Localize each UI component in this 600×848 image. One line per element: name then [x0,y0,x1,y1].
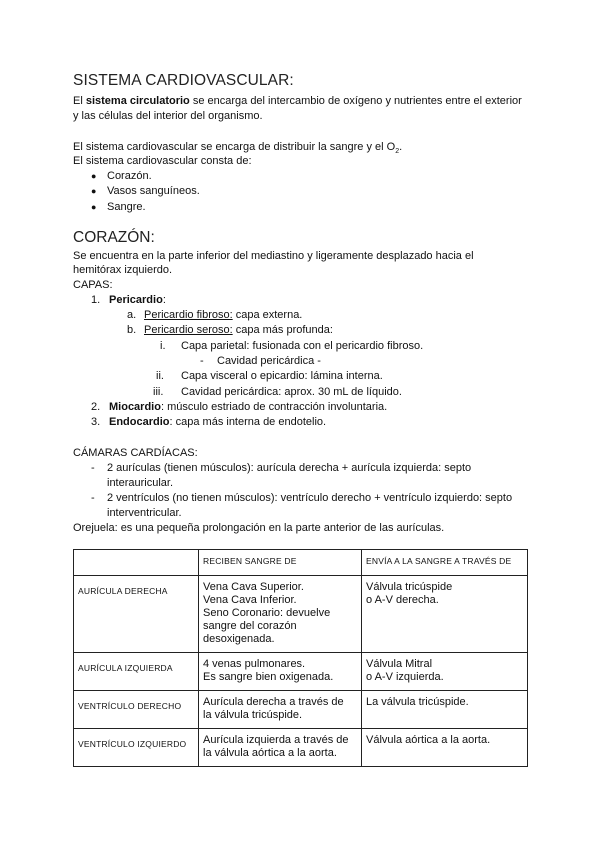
cavidad-dash-item: Cavidad pericárdica - [217,355,321,367]
cell-line: la válvula tricúspide. [203,709,303,721]
row-header: AURÍCULA DERECHA [74,576,199,653]
subscript: 2 [395,148,400,156]
table-row [74,576,528,653]
dash: - [91,462,95,474]
miocardio-item [109,400,387,414]
row-header: AURÍCULA IZQUIERDA [74,653,199,691]
pericardio-item [109,293,166,307]
cell-line: desoxigenada. [203,633,275,645]
bullet-icon: ● [91,186,97,196]
text: capa externa. [232,309,303,321]
table-header-row [74,550,528,576]
bullet-icon: ● [91,202,97,212]
list-number: 2. [91,401,101,413]
bold-term: Endocardio [109,416,170,428]
table-cell [362,653,528,691]
cell-line: Válvula Mitral [366,658,433,670]
capas-label: CAPAS: [73,279,113,291]
text: se encarga del intercambio de oxígeno y nutrientes entre el exterior [189,95,522,107]
text: El [73,95,86,107]
cell-line: Válvula aórtica a la aorta. [366,734,491,746]
list-number: 3. [91,416,101,428]
table-cell [362,576,528,653]
section-heading-corazon: CORAZÓN: [73,229,155,246]
seroso-item [144,323,333,337]
camaras-item1-line2: interauricular. [107,477,174,489]
row-header: VENTRÍCULO IZQUIERDO [74,729,199,767]
list-roman: i. [160,340,166,352]
text: . [399,141,403,153]
cell-line: Vena Cava Superior. [203,581,304,593]
list-item: Corazón. [107,170,152,182]
cell-line: sangre del corazón [203,620,297,632]
corazon-desc-line1: Se encuentra en la parte inferior del mediastino y ligeramente desplazado hacia el [73,250,474,262]
table-row [74,691,528,729]
camaras-item2-line2: interventricular. [107,507,182,519]
text: El sistema cardiovascular se encarga de distribuir la sangre y el O [73,141,396,153]
table-cell [199,729,362,767]
underlined-term: Pericardio fibroso: [144,309,233,321]
bold-term: Pericardio [109,294,163,306]
dash: - [200,355,204,367]
intro-paragraph-line1 [73,94,522,108]
text: : capa más interna de endotelio. [169,416,327,428]
cell-line: Aurícula derecha a través de [203,696,344,708]
cell-line: La válvula tricúspide. [366,696,469,708]
cell-line: la válvula aórtica a la aorta. [203,747,337,759]
row-header: VENTRÍCULO DERECHO [74,691,199,729]
text: capa más profunda: [232,324,333,336]
cavidad-item: Cavidad pericárdica: aprox. 30 mL de líquido. [181,386,402,398]
cell-line: Seno Coronario: devuelve [203,607,331,619]
list-number: 1. [91,294,101,306]
parietal-item: Capa parietal: fusionada con el pericardio fibroso. [181,340,424,352]
bold-term: sistema circulatorio [85,95,190,107]
table-row [74,653,528,691]
bold-term: Miocardio [109,401,161,413]
table-header-cell: RECIBEN SANGRE DE [199,550,362,576]
camaras-item2-line1: 2 ventrículos (no tienen músculos): ventrículo derecho + ventrículo izquierdo: septo [107,492,513,504]
camaras-item1-line1: 2 aurículas (tienen músculos): aurícula derecha + aurícula izquierda: septo [107,462,472,474]
page-title: SISTEMA CARDIOVASCULAR: [73,72,294,89]
list-letter: b. [127,324,137,336]
cell-line: Válvula tricúspide [366,581,453,593]
cell-line: o A-V derecha. [366,594,439,606]
table-header-cell [74,550,199,576]
table-cell [362,729,528,767]
table-cell [362,691,528,729]
corazon-desc-line2: hemitórax izquierdo. [73,264,173,276]
visceral-item: Capa visceral o epicardio: lámina interna. [181,370,383,382]
cell-line: Vena Cava Inferior. [203,594,297,606]
camaras-heading: CÁMARAS CARDÍACAS: [73,447,198,459]
cell-line: Aurícula izquierda a través de [203,734,349,746]
cell-line: o A-V izquierda. [366,671,444,683]
dash: - [91,492,95,504]
endocardio-item [109,415,326,429]
list-roman: iii. [153,386,164,398]
intro-paragraph-line2: y las células del interior del organismo. [73,110,263,122]
fibroso-item [144,308,302,322]
table-cell [199,691,362,729]
text: : [162,294,166,306]
list-item: Sangre. [107,201,146,213]
orejuela-line: Orejuela: es una pequeña prolongación en la parte anterior de las aurículas. [73,522,445,534]
table-cell [199,653,362,691]
table-header-cell: ENVÍA A LA SANGRE A TRAVÉS DE [362,550,528,576]
intro-consta-line: El sistema cardiovascular consta de: [73,155,252,167]
table-cell [199,576,362,653]
underlined-term: Pericardio seroso: [144,324,233,336]
cell-line: 4 venas pulmonares. [203,658,306,670]
list-item: Vasos sanguíneos. [107,185,200,197]
chambers-table [73,549,528,767]
cell-line: Es sangre bien oxigenada. [203,671,334,683]
table-row [74,729,528,767]
bullet-icon: ● [91,171,97,181]
list-letter: a. [127,309,137,321]
list-roman: ii. [156,370,164,382]
text: : músculo estriado de contracción involuntaria. [160,401,388,413]
